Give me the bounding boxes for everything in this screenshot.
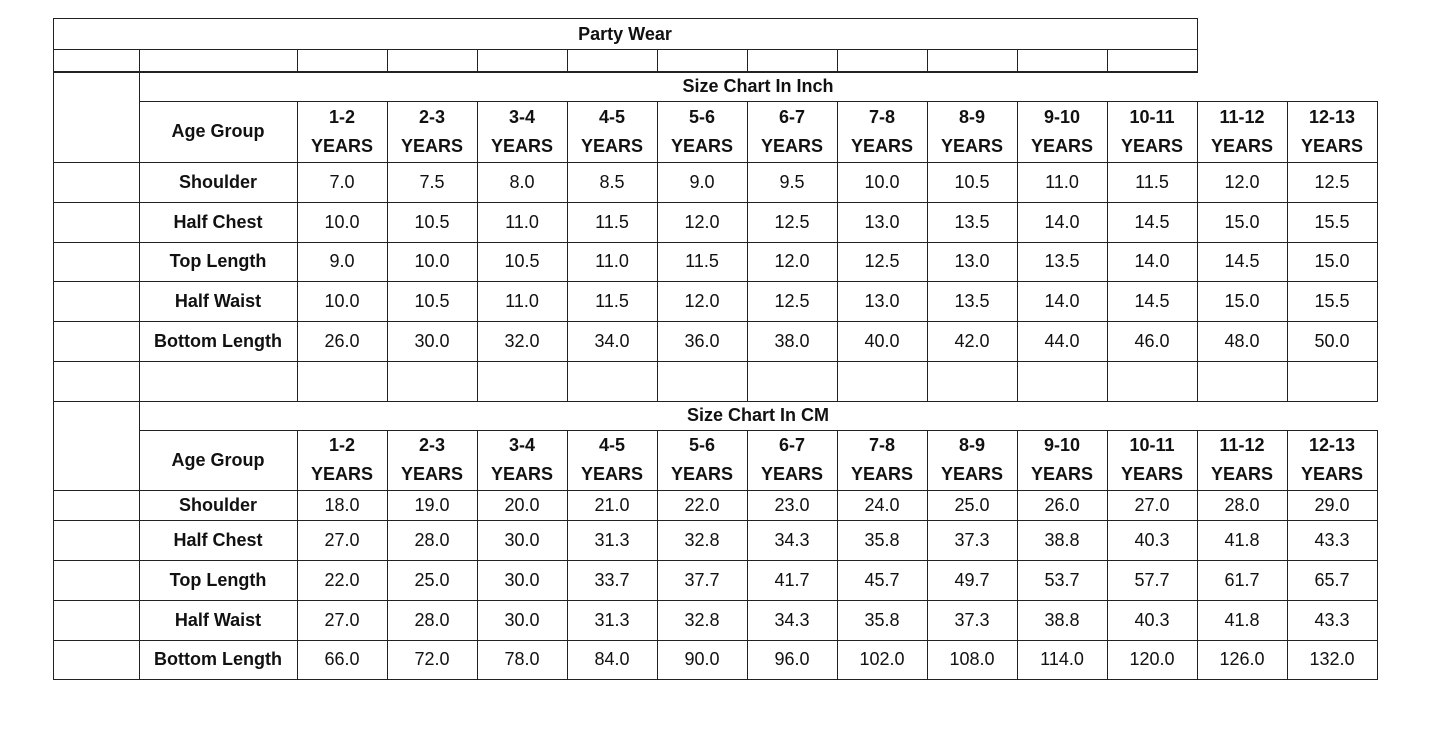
age-column-header: 8-9 YEARS bbox=[940, 106, 1003, 156]
grid-line-horizontal bbox=[53, 49, 1198, 50]
age-column-header: 6-7 YEARS bbox=[760, 106, 823, 156]
table-cell: 40.3 bbox=[1134, 609, 1170, 630]
table-cell: 13.0 bbox=[864, 211, 900, 232]
table-cell: 57.7 bbox=[1134, 569, 1170, 590]
table-cell: 27.0 bbox=[1134, 494, 1170, 515]
age-column-header: 1-2 YEARS bbox=[310, 106, 373, 156]
table-cell: 37.3 bbox=[954, 529, 990, 550]
table-cell: 30.0 bbox=[504, 609, 540, 630]
table-cell: 7.5 bbox=[419, 171, 445, 192]
section-heading: Size Chart In Inch bbox=[682, 76, 834, 96]
grid-line-vertical bbox=[477, 49, 478, 72]
row-label: Top Length bbox=[169, 251, 267, 271]
table-cell: 38.8 bbox=[1044, 609, 1080, 630]
grid-line-vertical bbox=[297, 49, 298, 72]
grid-line-horizontal bbox=[53, 361, 1378, 362]
table-cell: 15.0 bbox=[1224, 211, 1260, 232]
table-cell: 10.0 bbox=[864, 171, 900, 192]
table-cell: 15.5 bbox=[1314, 290, 1350, 311]
table-cell: 61.7 bbox=[1224, 569, 1260, 590]
table-cell: 9.0 bbox=[329, 251, 355, 271]
table-cell: 90.0 bbox=[684, 649, 720, 669]
table-cell: 41.8 bbox=[1224, 529, 1260, 550]
table-cell: 27.0 bbox=[324, 609, 360, 630]
table-cell: 72.0 bbox=[414, 649, 450, 669]
table-cell: 43.3 bbox=[1314, 609, 1350, 630]
table-cell: 10.0 bbox=[324, 211, 360, 232]
table-cell: 40.3 bbox=[1134, 529, 1170, 550]
row-label: Half Waist bbox=[174, 609, 262, 630]
table-cell: 12.0 bbox=[774, 251, 810, 271]
age-column-header: 4-5 YEARS bbox=[580, 435, 643, 484]
table-cell: 41.8 bbox=[1224, 609, 1260, 630]
table-cell: 45.7 bbox=[864, 569, 900, 590]
table-cell: 15.5 bbox=[1314, 211, 1350, 232]
table-cell: 15.0 bbox=[1224, 290, 1260, 311]
table-cell: 13.5 bbox=[954, 290, 990, 311]
table-cell: 42.0 bbox=[954, 330, 990, 351]
age-column-header: 6-7 YEARS bbox=[760, 435, 823, 484]
table-cell: 26.0 bbox=[324, 330, 360, 351]
age-column-header: 3-4 YEARS bbox=[490, 435, 553, 484]
table-cell: 126.0 bbox=[1219, 649, 1265, 669]
table-cell: 25.0 bbox=[954, 494, 990, 515]
age-column-header: 2-3 YEARS bbox=[400, 106, 463, 156]
age-column-header: 10-11 YEARS bbox=[1120, 106, 1183, 156]
grid-line-vertical bbox=[1377, 101, 1378, 402]
table-cell: 10.5 bbox=[504, 251, 540, 271]
table-cell: 84.0 bbox=[594, 649, 630, 669]
page-title: Party Wear bbox=[578, 23, 672, 44]
grid-line-vertical bbox=[139, 49, 140, 72]
table-cell: 38.8 bbox=[1044, 529, 1080, 550]
table-cell: 8.5 bbox=[599, 171, 625, 192]
grid-line-vertical bbox=[387, 49, 388, 72]
grid-line-vertical bbox=[657, 49, 658, 72]
table-cell: 10.0 bbox=[414, 251, 450, 271]
table-cell: 14.0 bbox=[1044, 290, 1080, 311]
age-column-header: 7-8 YEARS bbox=[850, 106, 913, 156]
table-cell: 114.0 bbox=[1040, 649, 1084, 669]
table-cell: 30.0 bbox=[504, 569, 540, 590]
table-cell: 11.0 bbox=[1045, 171, 1079, 192]
table-cell: 26.0 bbox=[1044, 494, 1080, 515]
age-column-header: 9-10 YEARS bbox=[1030, 106, 1093, 156]
table-cell: 12.5 bbox=[774, 211, 810, 232]
age-column-header: 10-11 YEARS bbox=[1120, 435, 1183, 484]
table-cell: 9.0 bbox=[689, 171, 715, 192]
table-cell: 43.3 bbox=[1314, 529, 1350, 550]
table-cell: 49.7 bbox=[954, 569, 990, 590]
row-label: Half Chest bbox=[173, 211, 263, 232]
table-cell: 108.0 bbox=[949, 649, 995, 669]
table-cell: 35.8 bbox=[864, 609, 900, 630]
table-cell: 132.0 bbox=[1309, 649, 1355, 669]
table-cell: 46.0 bbox=[1134, 330, 1170, 351]
table-cell: 11.0 bbox=[595, 251, 629, 271]
table-cell: 14.5 bbox=[1134, 211, 1170, 232]
table-cell: 19.0 bbox=[414, 494, 450, 515]
age-column-header: 2-3 YEARS bbox=[400, 435, 463, 484]
table-cell: 12.5 bbox=[864, 251, 900, 271]
age-group-header: Age Group bbox=[171, 449, 265, 470]
age-column-header: 12-13 YEARS bbox=[1300, 106, 1363, 156]
table-cell: 35.8 bbox=[864, 529, 900, 550]
table-cell: 13.0 bbox=[954, 251, 990, 271]
table-cell: 30.0 bbox=[504, 529, 540, 550]
table-cell: 31.3 bbox=[594, 529, 630, 550]
grid-line-vertical bbox=[567, 49, 568, 72]
age-column-header: 1-2 YEARS bbox=[310, 435, 373, 484]
table-cell: 36.0 bbox=[684, 330, 720, 351]
table-cell: 78.0 bbox=[504, 649, 540, 669]
table-cell: 11.5 bbox=[1135, 171, 1169, 192]
table-cell: 23.0 bbox=[774, 494, 810, 515]
table-cell: 11.5 bbox=[685, 251, 719, 271]
table-cell: 15.0 bbox=[1314, 251, 1350, 271]
table-cell: 31.3 bbox=[594, 609, 630, 630]
grid-line-vertical bbox=[53, 18, 54, 679]
row-label: Bottom Length bbox=[154, 330, 282, 351]
row-label: Top Length bbox=[169, 569, 267, 590]
table-cell: 33.7 bbox=[594, 569, 630, 590]
table-cell: 11.5 bbox=[595, 290, 629, 311]
grid-line-vertical bbox=[1107, 49, 1108, 72]
table-cell: 29.0 bbox=[1314, 494, 1350, 515]
table-cell: 32.8 bbox=[684, 609, 720, 630]
table-cell: 34.3 bbox=[774, 609, 810, 630]
table-cell: 65.7 bbox=[1314, 569, 1350, 590]
table-cell: 40.0 bbox=[864, 330, 900, 351]
grid-line-vertical bbox=[837, 49, 838, 72]
row-label: Shoulder bbox=[178, 494, 257, 515]
table-cell: 20.0 bbox=[504, 494, 540, 515]
age-column-header: 11-12 YEARS bbox=[1210, 106, 1273, 156]
row-label: Half Waist bbox=[174, 290, 262, 311]
table-cell: 10.5 bbox=[414, 211, 450, 232]
table-cell: 14.0 bbox=[1134, 251, 1170, 271]
grid-line-vertical bbox=[1197, 49, 1198, 72]
row-label: Shoulder bbox=[178, 171, 257, 192]
table-cell: 25.0 bbox=[414, 569, 450, 590]
table-cell: 53.7 bbox=[1044, 569, 1080, 590]
table-cell: 120.0 bbox=[1129, 649, 1175, 669]
table-cell: 34.3 bbox=[774, 529, 810, 550]
table-cell: 11.0 bbox=[505, 211, 539, 232]
table-cell: 37.3 bbox=[954, 609, 990, 630]
age-column-header: 7-8 YEARS bbox=[850, 435, 913, 484]
table-cell: 12.0 bbox=[684, 290, 720, 311]
section-heading: Size Chart In CM bbox=[686, 405, 829, 425]
table-cell: 28.0 bbox=[414, 609, 450, 630]
table-cell: 22.0 bbox=[684, 494, 720, 515]
table-cell: 41.7 bbox=[774, 569, 810, 590]
row-label: Bottom Length bbox=[154, 649, 282, 669]
table-cell: 14.5 bbox=[1134, 290, 1170, 311]
age-column-header: 11-12 YEARS bbox=[1210, 435, 1273, 484]
table-cell: 7.0 bbox=[329, 171, 355, 192]
grid-line-vertical bbox=[1377, 430, 1378, 680]
table-cell: 34.0 bbox=[594, 330, 630, 351]
table-cell: 14.5 bbox=[1224, 251, 1260, 271]
table-cell: 13.5 bbox=[954, 211, 990, 232]
table-cell: 32.8 bbox=[684, 529, 720, 550]
table-cell: 66.0 bbox=[324, 649, 360, 669]
table-cell: 10.0 bbox=[324, 290, 360, 311]
table-cell: 10.5 bbox=[954, 171, 990, 192]
table-cell: 12.0 bbox=[684, 211, 720, 232]
table-cell: 96.0 bbox=[774, 649, 810, 669]
table-cell: 48.0 bbox=[1224, 330, 1260, 351]
table-cell: 30.0 bbox=[414, 330, 450, 351]
table-cell: 28.0 bbox=[1224, 494, 1260, 515]
table-cell: 27.0 bbox=[324, 529, 360, 550]
age-group-header: Age Group bbox=[171, 121, 265, 141]
age-column-header: 9-10 YEARS bbox=[1030, 435, 1093, 484]
table-cell: 11.0 bbox=[505, 290, 539, 311]
grid-line-horizontal bbox=[53, 679, 1378, 680]
age-column-header: 4-5 YEARS bbox=[580, 106, 643, 156]
row-label: Half Chest bbox=[173, 529, 263, 550]
table-cell: 10.5 bbox=[414, 290, 450, 311]
table-cell: 28.0 bbox=[414, 529, 450, 550]
table-cell: 37.7 bbox=[684, 569, 720, 590]
table-cell: 11.5 bbox=[595, 211, 629, 232]
table-cell: 12.0 bbox=[1224, 171, 1260, 192]
age-column-header: 3-4 YEARS bbox=[490, 106, 553, 156]
table-cell: 24.0 bbox=[864, 494, 900, 515]
table-cell: 12.5 bbox=[1314, 171, 1350, 192]
grid-line-vertical bbox=[927, 49, 928, 72]
age-column-header: 5-6 YEARS bbox=[670, 106, 733, 156]
table-cell: 14.0 bbox=[1044, 211, 1080, 232]
table-cell: 22.0 bbox=[324, 569, 360, 590]
table-cell: 8.0 bbox=[509, 171, 535, 192]
table-cell: 13.0 bbox=[864, 290, 900, 311]
grid-line-vertical bbox=[1017, 49, 1018, 72]
age-column-header: 5-6 YEARS bbox=[670, 435, 733, 484]
table-cell: 38.0 bbox=[774, 330, 810, 351]
table-cell: 18.0 bbox=[324, 494, 360, 515]
table-cell: 21.0 bbox=[594, 494, 630, 515]
table-cell: 102.0 bbox=[859, 649, 905, 669]
age-column-header: 12-13 YEARS bbox=[1300, 435, 1363, 484]
table-cell: 50.0 bbox=[1314, 330, 1350, 351]
table-cell: 44.0 bbox=[1044, 330, 1080, 351]
table-cell: 13.5 bbox=[1044, 251, 1080, 271]
table-cell: 9.5 bbox=[779, 171, 805, 192]
age-column-header: 8-9 YEARS bbox=[940, 435, 1003, 484]
grid-line-vertical bbox=[747, 49, 748, 72]
table-cell: 32.0 bbox=[504, 330, 540, 351]
table-cell: 12.5 bbox=[774, 290, 810, 311]
